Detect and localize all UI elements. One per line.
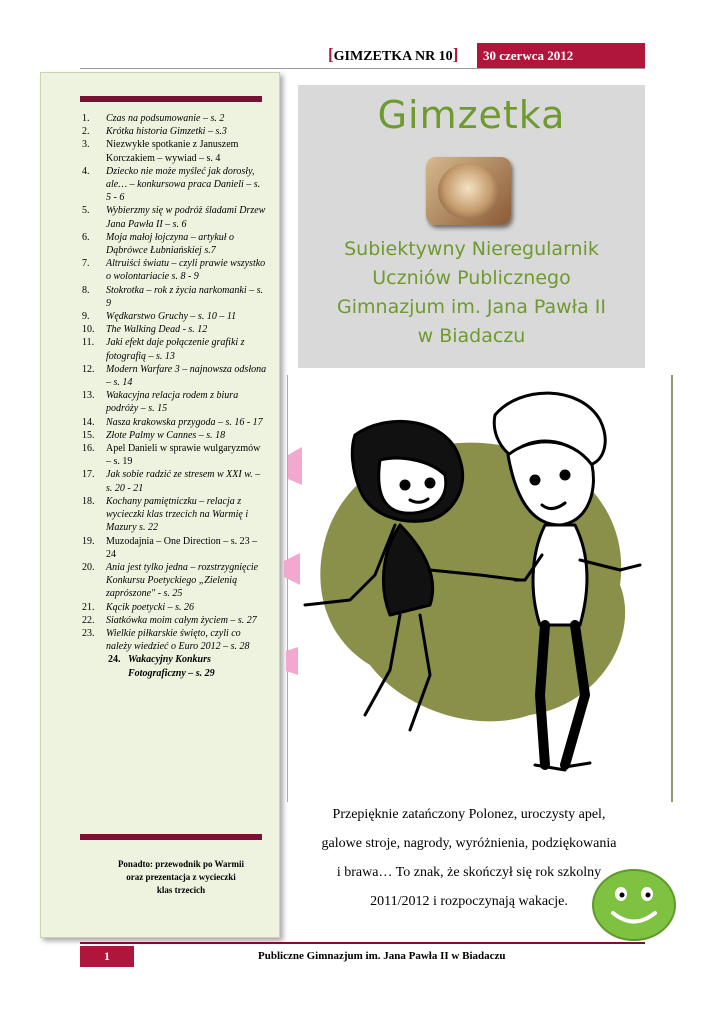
- issue-date: 30 czerwca 2012: [477, 43, 645, 68]
- toc-item-number: 8.: [82, 284, 90, 296]
- toc-note-line: klas trzecich: [156, 885, 206, 895]
- subtitle-line: w Biadaczu: [417, 325, 526, 347]
- toc-item-title: Kochany pamiętniczku – relacja z wycieczki klas trzecich na Warmię i Mazury s. 22: [106, 495, 249, 534]
- patron-portrait: [438, 163, 498, 219]
- toc-item-number: 5.: [82, 205, 90, 217]
- smiley-face-icon: [591, 868, 677, 942]
- toc-item-number: 6.: [82, 231, 90, 243]
- toc-item: [82, 125, 267, 138]
- header-divider: [80, 68, 645, 69]
- toc-item-number: 19.: [82, 535, 95, 547]
- bracket-open: [: [328, 45, 334, 64]
- toc-item-title: Jak sobie radzić ze stresem w XXI w. – s. 20 - 21: [106, 469, 261, 494]
- subtitle-line: Subiektywny Nieregularnik: [344, 238, 599, 260]
- page-number: 1: [80, 946, 134, 967]
- toc-item: [82, 323, 267, 336]
- subtitle-line: Uczniów Publicznego: [372, 267, 571, 289]
- toc-item-title: Altruiści światu – czyli prawie wszystko o wolontariacie s. 8 - 9: [106, 258, 266, 283]
- toc-item-number: 23.: [82, 627, 95, 639]
- toc-item-title: Jaki efekt daje połączenie grafiki z fotografią – s. 13: [106, 337, 245, 362]
- toc-item: [82, 336, 267, 362]
- toc-item-number: 1.: [82, 113, 90, 124]
- toc-item: [82, 389, 267, 415]
- toc-item-number: 7.: [82, 258, 90, 270]
- toc-item-number: 24.: [108, 654, 121, 666]
- toc-item: [82, 442, 267, 468]
- table-of-contents: [82, 112, 267, 680]
- toc-item-title: Dziecko nie może myśleć jak dorosły, ale… – konkursowa praca Danieli – s. 5 - 6: [106, 165, 261, 204]
- toc-note-line: oraz prezentacja z wycieczki: [126, 872, 236, 882]
- toc-item-number: 16.: [82, 443, 95, 455]
- toc-item: [82, 138, 267, 164]
- toc-item-title: Niezwykłe spotkanie z Januszem Korczakiem – wywiad – s. 4: [106, 139, 239, 164]
- bracket-close: ]: [452, 45, 459, 64]
- toc-item-number: 2.: [82, 126, 90, 138]
- caption-line: 2011/2012 i rozpoczynają wakacje.: [370, 894, 568, 909]
- issue-title: [328, 43, 458, 67]
- toc-item-number: 13.: [82, 390, 95, 402]
- toc-item: [108, 653, 267, 679]
- toc-item: [82, 363, 267, 389]
- toc-item: [82, 257, 267, 283]
- toc-item-number: 20.: [82, 561, 95, 573]
- toc-item-number: 3.: [82, 139, 90, 151]
- toc-item: [82, 535, 267, 561]
- toc-item: [82, 495, 267, 535]
- toc-item: [82, 468, 267, 494]
- toc-top-bar: [80, 96, 262, 102]
- toc-item-number: 15.: [82, 429, 95, 441]
- toc-item-title: Muzodajnia – One Direction – s. 23 – 24: [106, 535, 258, 560]
- toc-item-title: Stokrotka – rok z życia narkomanki – s. 9: [106, 284, 264, 309]
- masthead: [298, 85, 645, 368]
- toc-item: [82, 561, 267, 601]
- toc-item-title: Ania jest tylko jedna – rozstrzygnięcie Konkursu Poetyckiego „Zielenią zaprószone" - s. 25: [106, 561, 259, 600]
- dancing-couple-illustration: [280, 375, 670, 802]
- caption-line: galowe stroje, nagrody, wyróżnienia, podziękowania: [321, 836, 617, 851]
- subtitle-line: Gimnazjum im. Jana Pawła II: [337, 296, 606, 318]
- toc-note: [96, 858, 266, 897]
- toc-item: [82, 284, 267, 310]
- toc-item-title: Nasza krakowska przygoda – s. 16 - 17: [106, 416, 263, 428]
- toc-item: [82, 416, 267, 429]
- toc-item-title: The Walking Dead - s. 12: [106, 324, 208, 336]
- toc-item-number: 18.: [82, 495, 95, 507]
- toc-item-number: 12.: [82, 363, 95, 375]
- toc-item-title: Moja małoj łojczyna – artykuł o Dąbrówce Łubniańskiej s.7: [106, 231, 235, 257]
- toc-item: [82, 614, 267, 627]
- toc-item-title: Apel Danieli w sprawie wulgaryzmów – s. 19: [106, 443, 261, 468]
- toc-item-number: 11.: [82, 337, 95, 349]
- toc-item: [82, 627, 267, 653]
- caption-line: i brawa… To znak, że skończył się rok szkolny: [336, 865, 602, 880]
- magazine-title: Gimzetka: [377, 93, 566, 137]
- toc-item-title: Modern Warfare 3 – najnowsza odsłona – s. 14: [106, 363, 267, 389]
- toc-item-title: Krótka historia Gimzetki – s.3: [106, 126, 227, 138]
- school-name: Publiczne Gimnazjum im. Jana Pawła II w Biadaczu: [258, 950, 506, 962]
- toc-item-number: 14.: [82, 416, 95, 428]
- toc-item: [82, 112, 267, 125]
- toc-item-number: 9.: [82, 311, 90, 323]
- toc-item: [82, 601, 267, 614]
- pink-accent-shapes: [284, 447, 302, 675]
- toc-item-title: Siatkówka moim całym życiem – s. 27: [106, 614, 257, 626]
- toc-item-title: Wielkie piłkarskie święto, czyli co należy wiedzieć o Euro 2012 – s. 28: [106, 627, 250, 653]
- toc-item-title: Złote Palmy w Cannes – s. 18: [106, 429, 226, 441]
- toc-item-title: Wybierzmy się w podróż śladami Drzew Jana Pawła II – s. 6: [106, 205, 266, 230]
- issue-title-text: GIMZETKA NR 10: [333, 49, 453, 64]
- school-logo: [426, 157, 511, 225]
- toc-item: [82, 204, 267, 230]
- toc-item: [82, 165, 267, 205]
- caption-line: Przepięknie zatańczony Polonez, uroczysty apel,: [332, 807, 606, 822]
- toc-note-line: Ponadto: przewodnik po Warmii: [117, 859, 245, 869]
- toc-item: [82, 310, 267, 323]
- toc-item: [82, 231, 267, 257]
- magazine-subtitle: [298, 235, 645, 351]
- toc-item-title: Wakacyjna relacja rodem z biura podróży – s. 15: [106, 390, 239, 415]
- toc-item-title: Wędkarstwo Gruchy – s. 10 – 11: [106, 311, 237, 323]
- toc-item-number: 4.: [82, 165, 90, 177]
- toc-item-title: Czas na podsumowanie – s. 2: [106, 113, 225, 124]
- toc-item: [82, 429, 267, 442]
- toc-item-number: 21.: [82, 601, 95, 613]
- toc-item-number: 10.: [82, 324, 95, 336]
- footer-divider: [80, 942, 645, 944]
- toc-bottom-bar: [80, 834, 262, 840]
- toc-item-title: Wakacyjny Konkurs Fotograficzny – s. 29: [128, 654, 215, 679]
- toc-item-number: 22.: [82, 614, 95, 626]
- toc-item-title: Kącik poetycki – s. 26: [106, 601, 195, 613]
- toc-item-number: 17.: [82, 469, 95, 481]
